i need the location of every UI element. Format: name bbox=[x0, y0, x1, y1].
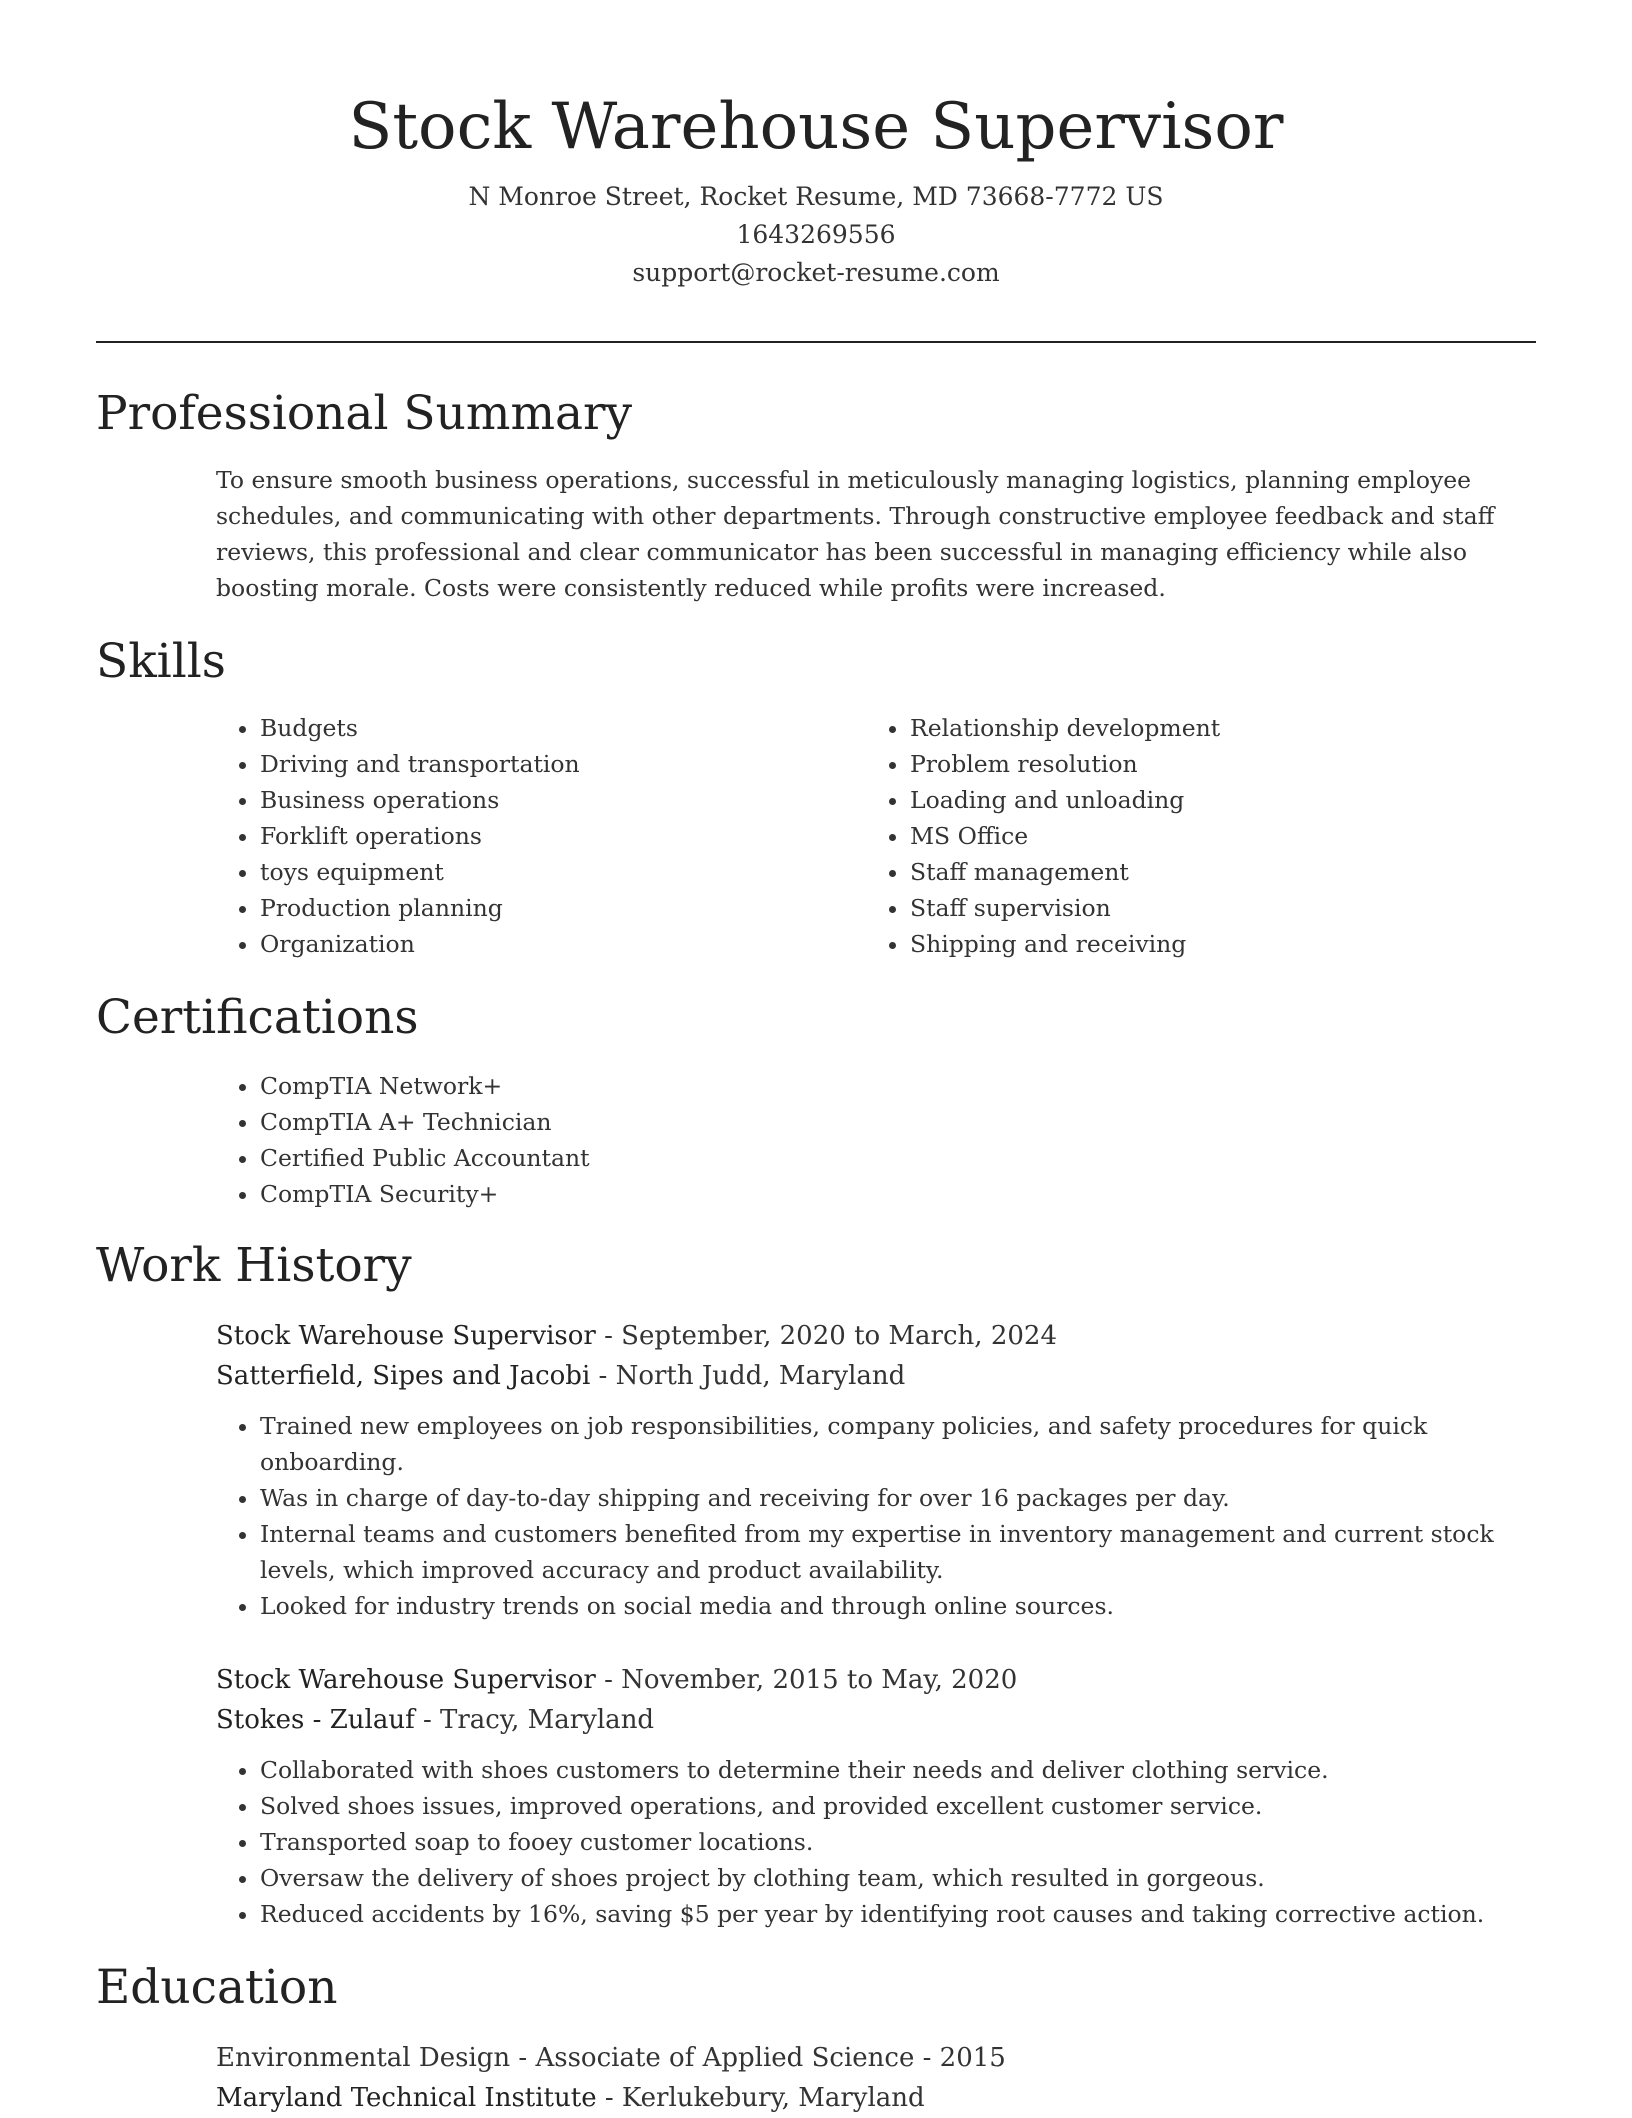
skill-item: • Relationship development bbox=[910, 710, 1486, 746]
header-divider bbox=[96, 341, 1536, 343]
job-entry bbox=[216, 1316, 1516, 1624]
job-bullet: • Trained new employees on job responsibilities, company policies, and safety procedures for quick onboarding. bbox=[260, 1408, 1516, 1480]
education-heading: Education bbox=[96, 1960, 338, 2015]
education-degree: Environmental Design - Associate of Applied Science - 2015 bbox=[216, 2043, 1006, 2073]
education-location: - Kerlukebury, Maryland bbox=[596, 2083, 925, 2113]
skill-item: • Forklift operations bbox=[260, 818, 836, 854]
job-bullets bbox=[216, 1752, 1516, 1932]
skill-item: • Driving and transportation bbox=[260, 746, 836, 782]
job-bullet: • Looked for industry trends on social media and through online sources. bbox=[260, 1588, 1516, 1624]
education-school-line bbox=[216, 2078, 1516, 2118]
contact-phone: 1643269556 bbox=[736, 220, 896, 249]
job-bullet: • Reduced accidents by 16%, saving $5 per year by identifying root causes and taking corrective action. bbox=[260, 1896, 1516, 1932]
skill-item: • Production planning bbox=[260, 890, 836, 926]
job-bullet: • Transported soap to fooey customer locations. bbox=[260, 1824, 1516, 1860]
job-bullet: • Collaborated with shoes customers to determine their needs and deliver clothing service. bbox=[260, 1752, 1516, 1788]
job-bullet: • Oversaw the delivery of shoes project by clothing team, which resulted in gorgeous. bbox=[260, 1860, 1516, 1896]
contact-email: support@rocket-resume.com bbox=[632, 258, 1000, 287]
skill-item: • Staff management bbox=[910, 854, 1486, 890]
certification-item: • CompTIA Security+ bbox=[260, 1176, 1516, 1212]
certification-item: • CompTIA A+ Technician bbox=[260, 1104, 1516, 1140]
skill-item: • toys equipment bbox=[260, 854, 836, 890]
candidate-name: Stock Warehouse Supervisor bbox=[348, 90, 1284, 164]
skill-item: • Shipping and receiving bbox=[910, 926, 1486, 962]
skill-item: • Problem resolution bbox=[910, 746, 1486, 782]
job-role: Stock Warehouse Supervisor bbox=[216, 1665, 596, 1695]
work-history-heading: Work History bbox=[96, 1238, 412, 1293]
certification-item: • Certified Public Accountant bbox=[260, 1140, 1516, 1176]
summary-text: To ensure smooth business operations, successful in meticulously managing logistics, planning employee schedules, and communicating with other departments. Through constructive employee feedback and staff reviews, this professional and clear communicator has been successful in managing efficiency while also boosting morale. Costs were consistently reduced while profits were increased. bbox=[216, 466, 1495, 602]
job-bullets bbox=[216, 1408, 1516, 1624]
skill-item: • Organization bbox=[260, 926, 836, 962]
summary-heading: Professional Summary bbox=[96, 386, 633, 441]
skill-item: • Budgets bbox=[260, 710, 836, 746]
skills-heading: Skills bbox=[96, 634, 226, 689]
skills-list-left bbox=[216, 710, 836, 962]
job-dates: - September, 2020 to March, 2024 bbox=[595, 1321, 1057, 1351]
summary-block bbox=[216, 462, 1516, 606]
job-location: - North Judd, Maryland bbox=[590, 1361, 906, 1391]
job-title-line bbox=[216, 1316, 1516, 1356]
education-school: Maryland Technical Institute bbox=[216, 2083, 597, 2113]
skills-list-right bbox=[866, 710, 1486, 962]
certifications-heading: Certifications bbox=[96, 990, 419, 1045]
skill-item: • MS Office bbox=[910, 818, 1486, 854]
skill-item: • Loading and unloading bbox=[910, 782, 1486, 818]
job-company-line bbox=[216, 1700, 1516, 1740]
job-company: Stokes - Zulauf bbox=[216, 1705, 415, 1735]
resume-header bbox=[96, 80, 1536, 292]
job-bullet: • Was in charge of day-to-day shipping and receiving for over 16 packages per day. bbox=[260, 1480, 1516, 1516]
job-entry bbox=[216, 1660, 1516, 1932]
job-bullet: • Solved shoes issues, improved operations, and provided excellent customer service. bbox=[260, 1788, 1516, 1824]
job-bullet: • Internal teams and customers benefited from my expertise in inventory management and current stock levels, which improved accuracy and product availability. bbox=[260, 1516, 1516, 1588]
contact-address: N Monroe Street, Rocket Resume, MD 73668-7772 US bbox=[468, 182, 1164, 211]
job-location: - Tracy, Maryland bbox=[414, 1705, 655, 1735]
job-dates: - November, 2015 to May, 2020 bbox=[595, 1665, 1018, 1695]
education-entry bbox=[216, 2038, 1516, 2118]
job-company-line bbox=[216, 1356, 1516, 1396]
certifications-list bbox=[216, 1068, 1516, 1212]
certification-item: • CompTIA Network+ bbox=[260, 1068, 1516, 1104]
skill-item: • Business operations bbox=[260, 782, 836, 818]
job-role: Stock Warehouse Supervisor bbox=[216, 1321, 596, 1351]
job-title-line bbox=[216, 1660, 1516, 1700]
skill-item: • Staff supervision bbox=[910, 890, 1486, 926]
job-company: Satterfield, Sipes and Jacobi bbox=[216, 1361, 591, 1391]
